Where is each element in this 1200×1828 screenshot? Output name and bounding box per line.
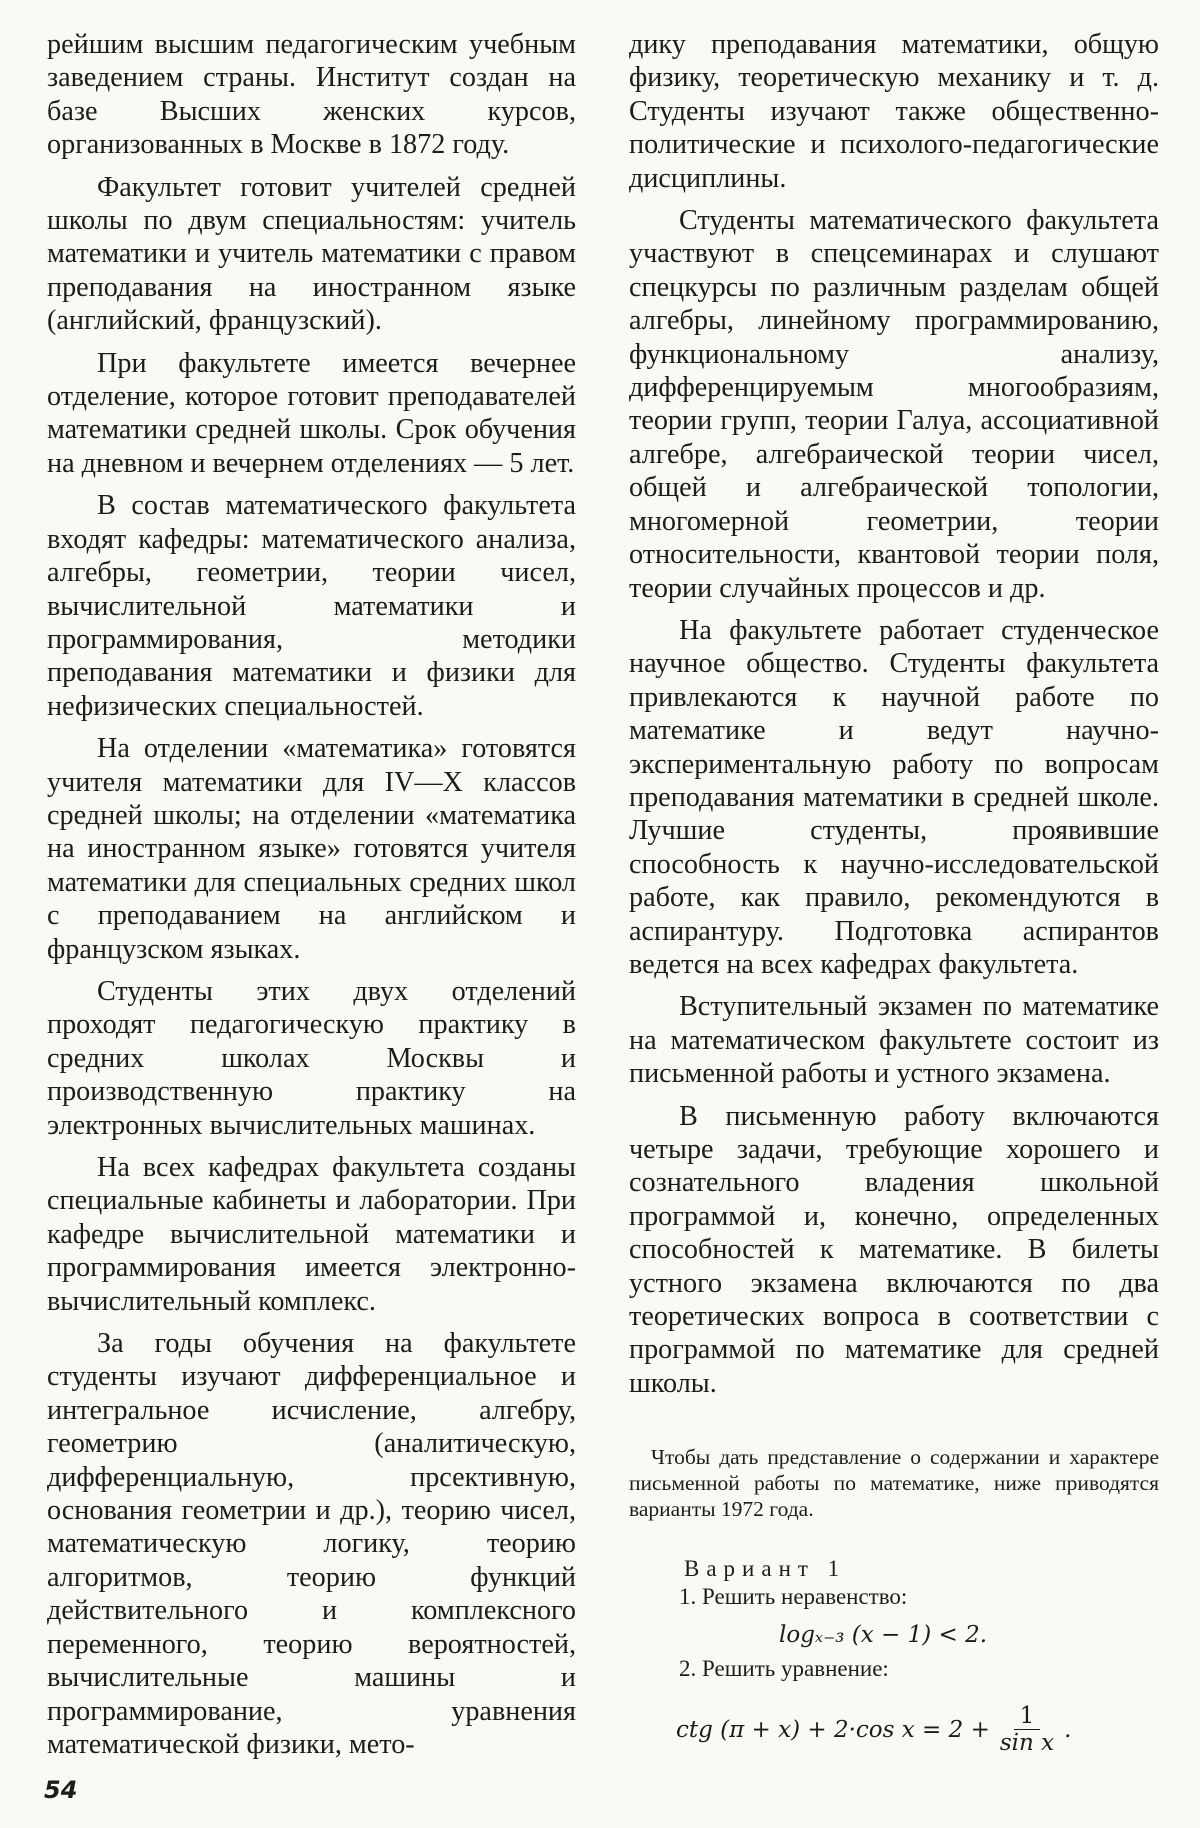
paragraph: На отделении «математика» готовятся учителя математики для IV—X классов средней школы; на отделении «математика на иностранном языке» готовятся учителя математики для специальных средних школ с преподаванием на английском и французском языках. — [47, 733, 576, 965]
paragraph: Вступительный экзамен по математике на математическом факультете состоит из письменной работы и устного экзамена. — [629, 991, 1159, 1090]
paragraph: Студенты математического факультета участвуют в спецсеминарах и слушают спецкурсы по различным разделам общей алгебры, линейному программированию, функциональному анализу, дифференцируемым многообразиям, теории групп, теории Галуа, ассоциативной алгебре, алгебраической теории чисел, общей и алгебраической топологии, многомерной геометрии, теории относительности, квантовой теории поля, теории случайных процессов и др. — [629, 205, 1159, 604]
paragraph: дику преподавания математики, общую физику, теоретическую механику и т. д. Студенты изучают также общественно-политические и психолого-педагогические дисциплины. — [629, 29, 1159, 194]
exam-variant — [629, 1555, 1159, 1756]
task-2: 2. Решить уравнение: — [679, 1656, 889, 1682]
variant-title: Вариант 1 — [684, 1556, 847, 1582]
paragraph: На факультете работает студенческое научное общество. Студенты факультета привлекаются к научной работе по математике и ведут научно-экспериментальную работу по вопросам преподавания математики в средней школе. Лучшие студенты, проявившие способность к научно-исследовательской работе, как правило, рекомендуются в аспирантуру. Подготовка аспирантов ведется на всех кафедрах факультета. — [629, 614, 1159, 980]
formula-equation-left: ctg (π + x) + 2·cos x = 2 + — [676, 1716, 990, 1743]
paragraph: В письменную работу включаются четыре задачи, требующие хорошего и сознательного владения школьной программой и, конечно, определенных способностей к математике. В билеты устного экзамена включаются по два теоретических вопроса в соответствии с программой по математике для средней школы. — [629, 1100, 1159, 1399]
fraction — [994, 1703, 1060, 1756]
paragraph: При факультете имеется вечернее отделение, которое готовит преподавателей математики средней школы. Срок обучения на дневном и вечернем отделениях — 5 лет. — [47, 347, 576, 479]
page-number: 54 — [44, 1776, 78, 1804]
formula-equation-end: . — [1064, 1716, 1072, 1743]
fraction-numerator: 1 — [1014, 1703, 1041, 1730]
paragraph: В состав математического факультета входят кафедры: математического анализа, алгебры, геометрии, теории чисел, вычислительной математики и программирования, методики преподавания математики и физики для нефизических специальностей. — [47, 490, 576, 722]
paragraph: Факультет готовит учителей средней школы по двум специальностям: учитель математики и учитель математики с правом преподавания на иностранном языке (английский, французский). — [47, 171, 576, 337]
paragraph: За годы обучения на факультете студенты изучают дифференциальное и интегральное исчисление, алгебру, геометрию (аналитическую, дифференциальную, прсективную, основания геометрии и др.), теорию чисел, математическую логику, теорию алгоритмов, теорию функций действительного и комплексного переменного, теорию вероятностей, вычислительные машины и программирование, уравнения математической физики, мето- — [47, 1328, 576, 1760]
fraction-denominator: sin x — [999, 1730, 1055, 1757]
paragraph: Студенты этих двух отделений проходят педагогическую практику в средних школах Москвы и производственную практику на электронных вычислительных машинах. — [47, 975, 576, 1141]
paragraph: На всех кафедрах факультета созданы специальные кабинеты и лаборатории. При кафедре вычислительной математики и программирования имеется электронно-вычислительный комплекс. — [47, 1152, 576, 1317]
formula-inequality: logₓ₋₃ (x − 1) < 2. — [779, 1622, 988, 1649]
formula-equation — [676, 1703, 1159, 1756]
paragraph: рейшим высшим педагогическим учебным заведением страны. Институт создан на базе Высших женских курсов, организованных в Москве в 1872 году. — [47, 29, 576, 161]
right-column — [629, 28, 1159, 1756]
task-1: 1. Решить неравенство: — [679, 1584, 908, 1610]
left-column — [47, 28, 576, 1770]
exam-note: Чтобы дать представление о содержании и характере письменной работы по математике, ниже приводятся варианты 1972 года. — [629, 1445, 1159, 1522]
